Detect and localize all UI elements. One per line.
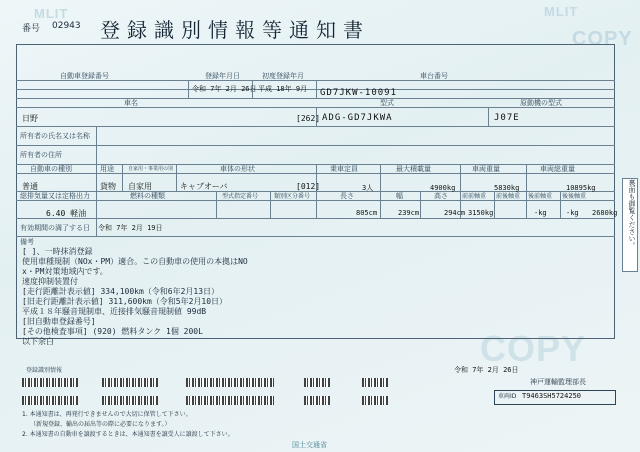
length-header: 長さ [340,192,354,200]
engine-header: 原動機の型式 [520,99,562,107]
id-info-label: 登録識別情報 [26,367,63,374]
id-code-block [186,396,274,405]
model-value: ADG-GD7JKWA [322,113,393,123]
ministry-name: 国土交通省 [292,441,327,449]
id-code-block [186,378,274,387]
id-code-block [362,396,388,405]
remark-line: [旧自動車登録番号] [22,317,96,326]
serial-number: 02943 [52,21,81,31]
remark-line: x・PM対策地域内です。 [22,267,108,276]
use-header: 用途 [100,165,114,173]
length-value: 805cm [356,209,378,217]
rf-axle-header: 後前軸重 [528,193,553,200]
expiry-value: 令和 7年 2月 19日 [98,224,163,232]
remark-line: [走行距離計表示値] 334,100km（令和6年2月13日） [22,287,220,296]
expiry-label: 有効期間の満了する日 [20,224,90,232]
model-no-header: 型式指定番号 [222,193,259,200]
note-1b: （新規登録、輸出の届出等の際に必要になります。） [30,421,171,428]
chassis-value: GD7JKW-10091 [320,88,398,98]
remark-line: [旧走行距離計表示値] 311,600km（令和5年2月10日） [22,297,228,306]
remark-line: [その他検査事項] (920) 燃料タンク 1個 200L [22,327,203,336]
id-code-block [22,396,78,405]
capacity-value: 3人 [362,184,374,192]
max-load-header: 最大積載量 [396,165,431,173]
purpose-header: 自家用・事業用の別 [128,166,174,172]
rr-axle-value: 2680kg [592,209,618,217]
rf-axle-value: -kg [566,209,579,217]
side-note: 裏面も御覧ください。 [622,178,638,272]
remark-line: 速度抑制装置付 [22,277,78,286]
owner-name-label: 所有者の氏名又は名称 [20,132,90,140]
maker-value: 日野 [22,114,38,123]
gross-value: 10895kg [566,184,596,192]
width-header: 幅 [396,192,403,200]
purpose-value: 自家用 [128,182,152,191]
id-code-block [102,378,158,387]
displacement-header: 総排気量又は定格出力 [20,192,90,200]
vehicle-id-label: 車両ID [498,393,517,400]
mlit-watermark: MLIT [34,6,69,21]
height-value: 294cm [444,209,466,217]
body-value: キャブオーバ [180,182,228,191]
copy-watermark-top: COPY [572,28,633,50]
use-value: 貨物 [100,182,116,191]
chassis-header: 車台番号 [420,72,448,80]
fr-axle-header: 前後軸重 [496,193,521,200]
id-code-block [102,396,158,405]
reg-no-header: 自動車登録番号 [60,72,109,80]
remarks-label: 備考 [20,238,34,246]
id-code-block [22,378,78,387]
owner-address-label: 所有者の住所 [20,151,62,159]
id-code-block [362,378,388,387]
reg-date-header: 登録年月日 [205,72,240,80]
ff-axle-value: 3150kg [468,209,494,217]
rr-axle-header: 後後軸重 [562,193,587,200]
engine-value: J07E [494,113,520,123]
note-1: 1. 本通知書は、再発行できませんので大切に保管して下さい。 [22,411,192,418]
max-load-value: 4900kg [430,184,456,192]
fr-axle-value: -kg [534,209,547,217]
gross-header: 車両総重量 [540,165,575,173]
vehicle-id-value: T9463SH5724250 [522,392,582,400]
ff-axle-header: 前前軸重 [462,193,487,200]
issue-date: 令和 7年 2月 26日 [454,366,519,374]
capacity-header: 乗車定員 [330,165,358,173]
type-header: 自動車の種別 [30,165,72,173]
height-header: 高さ [434,192,448,200]
mlit-watermark-right: MLIT [544,4,579,19]
document-title: 登録識別情報等通知書 [100,18,370,42]
remark-line: [ ]、一時抹消登録 [22,247,93,256]
weight-value: 5830kg [494,184,520,192]
id-code-block [304,396,330,405]
remark-line: 以下余白 [22,337,54,346]
width-value: 239cm [398,209,420,217]
fuel-header: 燃料の種類 [130,192,165,200]
id-code-block [304,378,330,387]
class-header: 類別区分番号 [274,193,311,200]
reg-date-value: 令和 7年 2月 26日 [192,85,257,93]
first-reg-header: 初度登録年月 [262,72,304,80]
type-value: 普通 [22,182,38,191]
note-2: 2. 本通知書の自動車を譲渡するときは、本通知書を譲受人に譲渡して下さい。 [22,431,234,438]
remark-line: 使用車種規制（NOx・PM）適合。この自動車の使用の本拠はNO [22,257,248,266]
serial-label: 番号 [22,24,41,34]
model-header: 型式 [380,99,394,107]
maker-header: 車名 [124,99,138,107]
weight-header: 車両重量 [472,165,500,173]
first-reg-value: 平成 18年 9月 [258,85,308,93]
body-header: 車体の形状 [220,165,255,173]
model-code-value: [262] [296,114,321,123]
remark-line: 平成１８年騒音規制車、近接排気騒音規制値 99dB [22,307,207,316]
copy-watermark-bottom: COPY [480,328,587,369]
displacement-value: 6.40 軽油 [46,209,87,218]
body-code-value: [012] [296,182,321,191]
issuer-name: 神戸運輸監理部長 [530,378,586,386]
